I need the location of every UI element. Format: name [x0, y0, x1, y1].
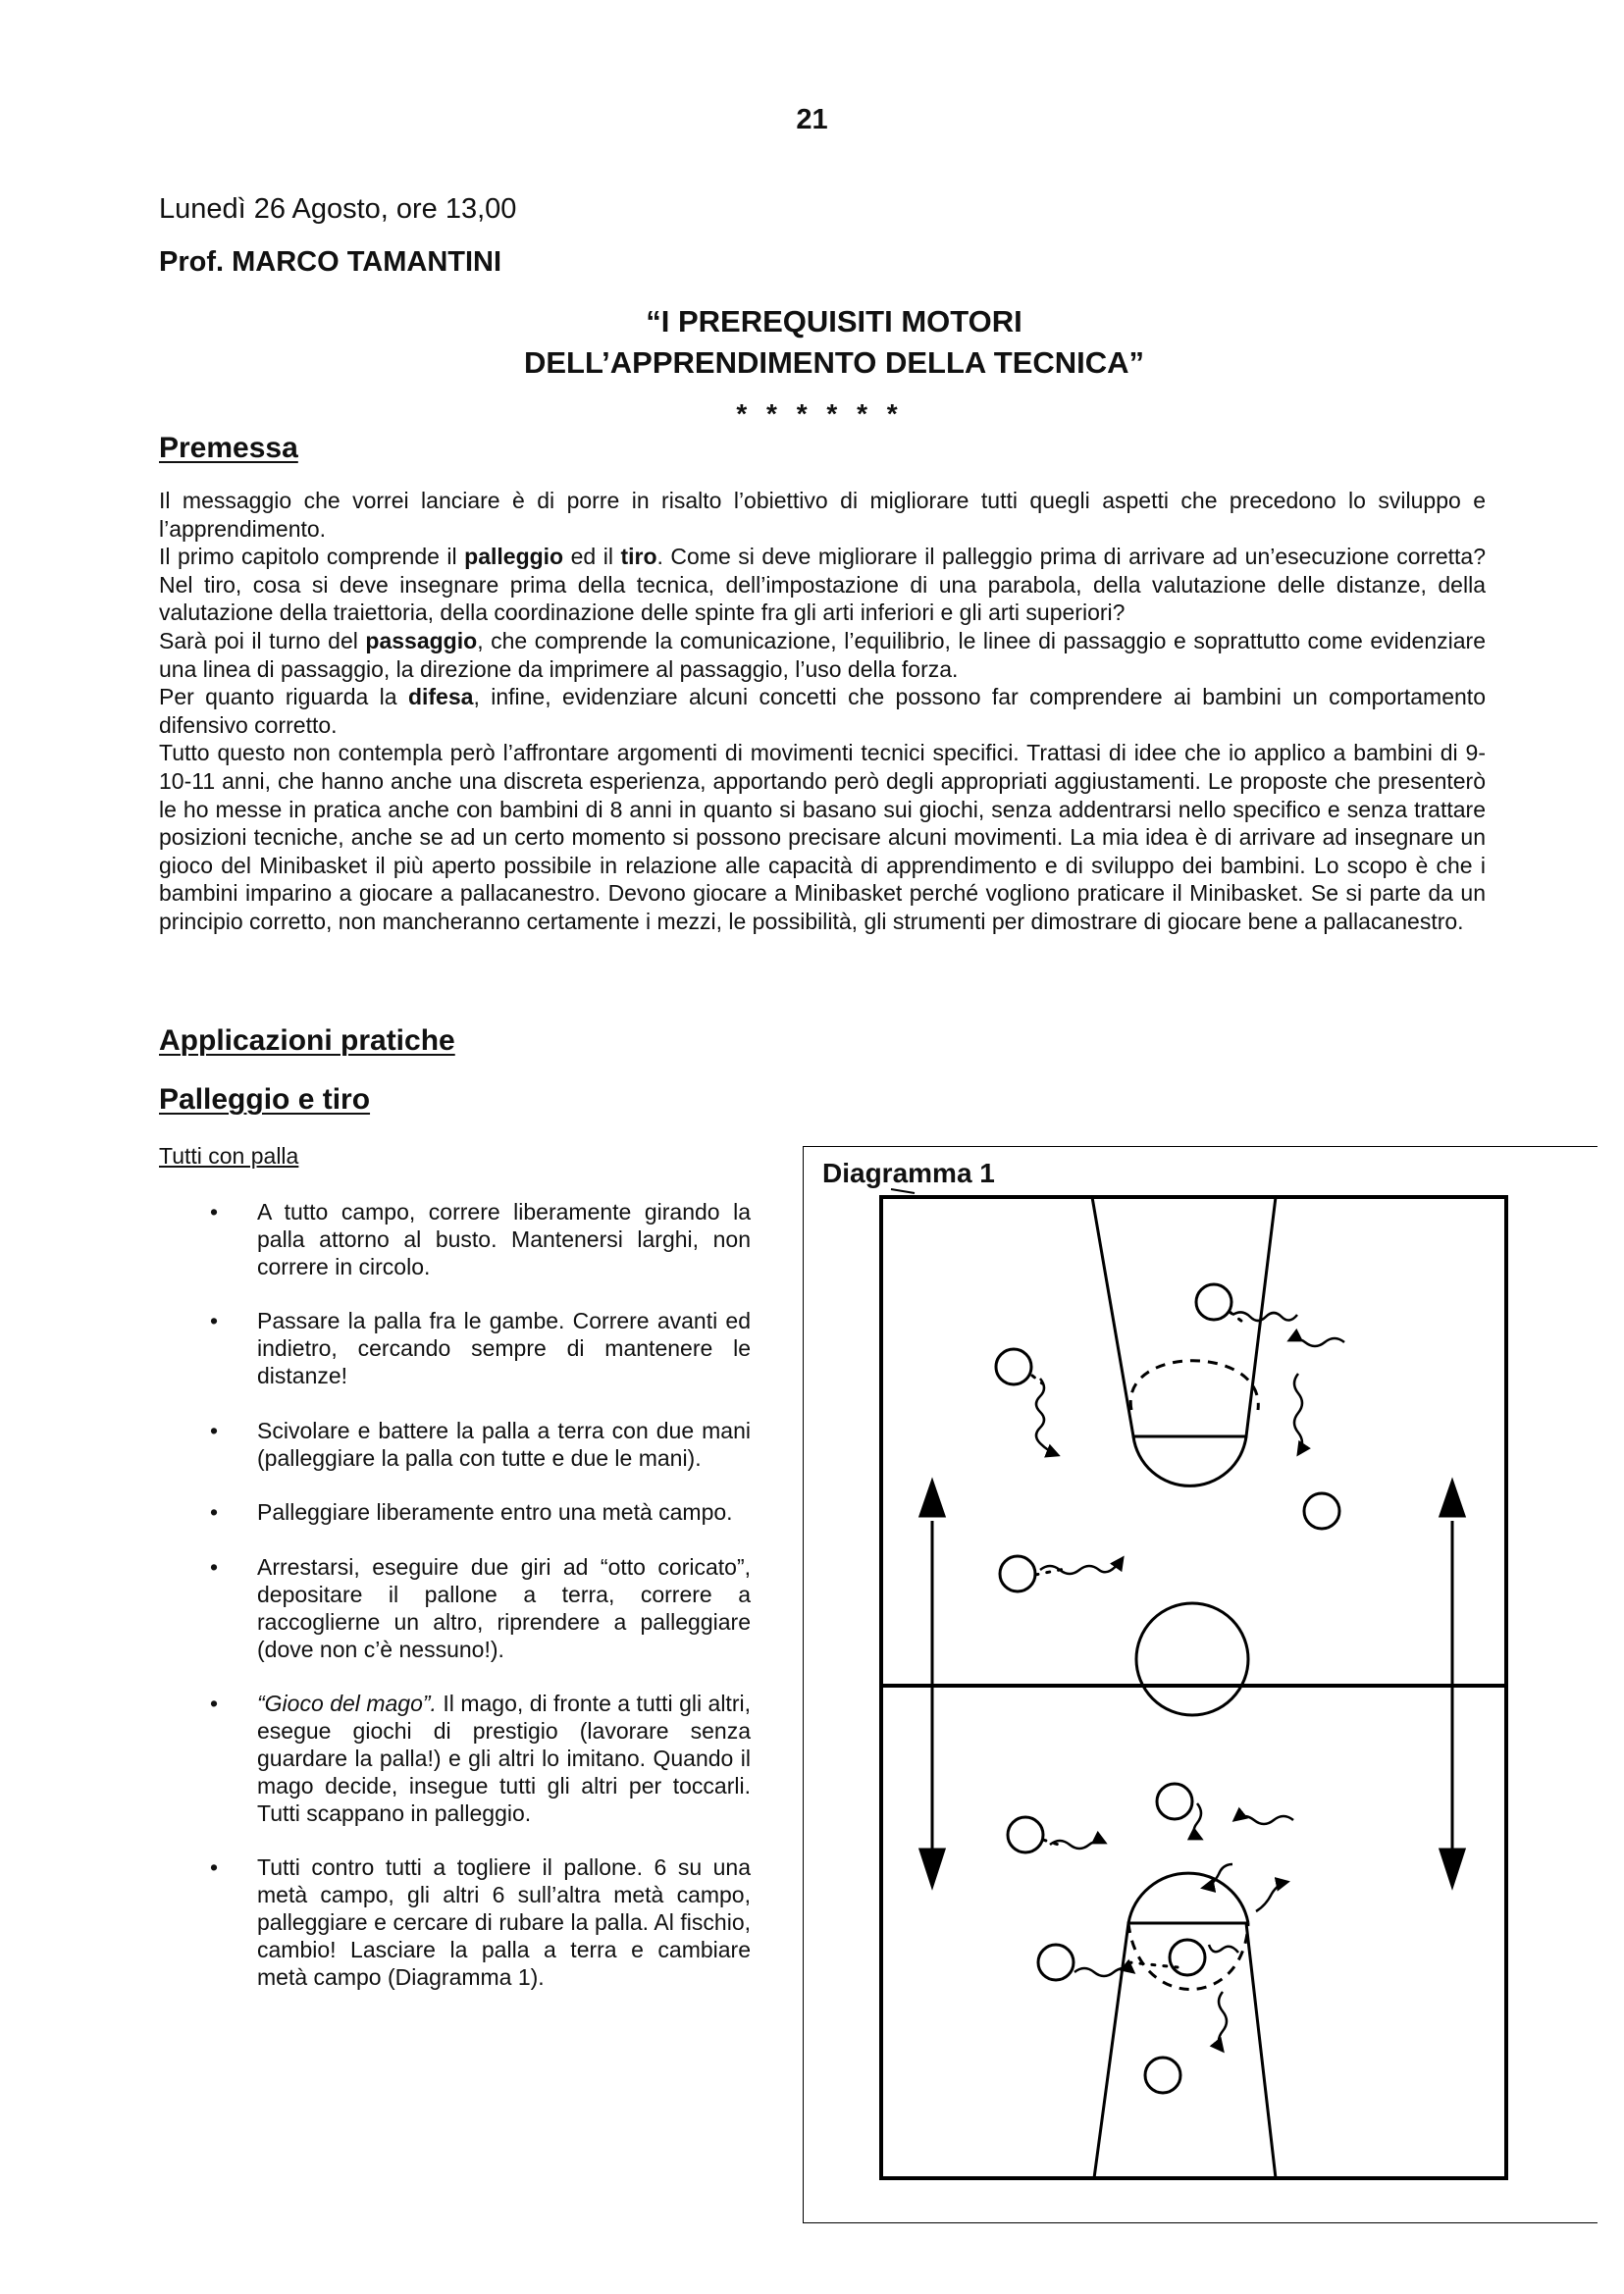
dribble-arrow — [1194, 1803, 1201, 1839]
applicazioni-heading: Applicazioni pratiche — [159, 1024, 455, 1057]
player-icon — [1000, 1556, 1035, 1591]
list-item-text: Scivolare e battere la palla a terra con due mani (palleggiare la palla con tutte e due le mani). — [257, 1417, 751, 1471]
bullet-icon: • — [210, 1554, 219, 1581]
diagram-title: Diagramma 1 — [822, 1158, 995, 1188]
paragraph-1: Il messaggio che vorrei lanciare è di porre in risalto l’obiettivo di migliorare tutti quegli aspetti che precedono lo sviluppo e l’apprendimento. — [159, 488, 1486, 542]
player-icon — [1304, 1493, 1339, 1529]
bullet-icon: • — [210, 1499, 219, 1526]
dribble-arrow — [1219, 1992, 1227, 2051]
page-number: 21 — [796, 104, 828, 135]
list-item-text: Passare la palla fra le gambe. Correre avanti ed indietro, cercando sempre di mantenere le distanze! — [257, 1308, 751, 1388]
arrowhead-icon — [1441, 1482, 1464, 1516]
bold-term-difesa: difesa — [407, 684, 474, 710]
player-icon — [1008, 1817, 1043, 1852]
paragraph-5: Tutto questo non contempla però l’affrontare argomenti di movimenti tecnici specifici. Trattasi di idee che io applico a bambini di 9-10-11 anni, che hanno anche una discreta esperienza, apportando però degli appropriati aggiustamenti. Le proposte che presenterò le ho messe in pratica anche con bambini di 8 anni in quanto si basano sui giochi, senza addentrarsi nello specifico e senza trattare posizioni tecniche, anche se ad un certo momento si possono precisare alcuni movimenti. La mia idea è di arrivare ad insegnare un gioco del Minibasket il più aperto possibile in relazione alle capacità di apprendimento e di sviluppo dei bambini. Lo scopo è che i bambini imparino a giocare a pallacanestro. Devono giocare a Minibasket perché vogliono praticare il Minibasket. Se si parte da un principio corretto, non mancheranno certamente i mezzi, le possibilità, gli strumenti per dimostrare di giocare bene a pallacanestro. — [159, 740, 1486, 934]
list-item-text: Palleggiare liberamente entro una metà campo. — [257, 1499, 733, 1526]
top-free-throw-circle — [1133, 1436, 1246, 1486]
bullet-icon: • — [210, 1199, 219, 1225]
text: . Come si deve migliorare il palleggio prima di arrivare ad un’esecuzione corretta? Nel tiro, cosa si deve insegnare prima della tecnica, dell’impostazione di una parabola, della valutazione delle distanze, della valutazione della traiettoria, della coordinazione delle spinte fra gli arti inferiori e gli arti superiori? — [159, 544, 1486, 626]
text: Il primo capitolo comprende il — [159, 544, 465, 570]
dribble-arrow — [1209, 1945, 1238, 1953]
title-line-2: DELL’APPRENDIMENTO DELLA TECNICA” — [523, 345, 1145, 380]
list-item-text: A tutto campo, correre liberamente girando la palla attorno al busto. Mantenersi larghi, non correre in circolo. — [257, 1199, 751, 1279]
dribble-arrow — [1232, 1312, 1297, 1321]
player-icon — [1170, 1940, 1205, 1975]
list-item-text: Il mago, di fronte a tutti gli altri, esegue giochi di prestigio (lavorare senza guardare la palla!) e gli altri lo imitano. Quando il mago decide, insegue tutti gli altri per toccarli. Tutti scappano in palleggio. — [257, 1691, 751, 1826]
dribble-arrow — [1040, 1558, 1123, 1574]
player-icon — [1196, 1284, 1231, 1320]
text: ed il — [563, 544, 621, 570]
bullet-icon: • — [210, 1691, 219, 1717]
tutti-con-palla-subheading: Tutti con palla — [159, 1143, 299, 1169]
dateline: Lunedì 26 Agosto, ore 13,00 — [159, 193, 517, 225]
dribble-arrow — [1036, 1379, 1058, 1455]
stars-separator: * * * * * * — [736, 398, 904, 429]
center-circle — [1136, 1603, 1248, 1715]
palleggio-heading: Palleggio e tiro — [159, 1083, 371, 1116]
player-icon — [996, 1349, 1031, 1384]
arrowhead-icon — [1441, 1850, 1464, 1886]
player-icon — [1157, 1784, 1192, 1819]
bullet-icon: • — [210, 1417, 219, 1443]
player-icon — [1145, 2058, 1180, 2093]
top-key-lane — [1092, 1197, 1276, 1436]
list-item-text: Arrestarsi, eseguire due giri ad “otto coricato”, depositare il pallone a terra, correre a raccoglierne un altro, riprendere a palleggiare (dove non c’è nessuno!). — [257, 1554, 751, 1662]
bold-term-palleggio: palleggio — [464, 544, 564, 570]
arrowhead-icon — [920, 1482, 944, 1516]
arrowhead-icon — [920, 1850, 944, 1886]
bold-term-tiro: tiro — [620, 544, 657, 570]
bottom-free-throw-circle — [1128, 1873, 1248, 1923]
bullet-icon: • — [210, 1854, 219, 1881]
player-icon — [1038, 1945, 1074, 1980]
dribble-arrow — [1074, 1968, 1133, 1976]
list-item-text: Tutti contro tutti a togliere il pallone. 6 su una metà campo, gli altri 6 sull’altra metà campo, palleggiare e cercare di rubare la palla. Al fischio, cambio! Lasciare la palla a terra e cambiare metà campo (Diagramma 1). — [257, 1854, 751, 1990]
top-three-point-arc — [1130, 1361, 1258, 1410]
text: , che comprende la comunicazione, l’equilibrio, le linee di passaggio e soprattutto come evidenziare una linea di passaggio, la direzione da imprimere al passaggio, l’uso della forza. — [159, 627, 1486, 682]
text: Sarà poi il turno del — [159, 627, 366, 653]
bold-term-passaggio: passaggio — [365, 627, 478, 653]
list-item-italic: “Gioco del mago”. — [257, 1691, 437, 1717]
dribble-arrow — [1289, 1338, 1344, 1346]
bottom-three-point-arc — [1128, 1923, 1248, 1990]
bullet-icon: • — [210, 1308, 219, 1334]
dribble-arrow — [1256, 1882, 1287, 1911]
author: Prof. MARCO TAMANTINI — [159, 246, 502, 278]
bottom-key-lane — [1094, 1923, 1276, 2178]
title-line-1: “I PREREQUISITI MOTORI — [646, 304, 1022, 339]
premessa-heading: Premessa — [159, 432, 298, 464]
text: , infine, evidenziare alcuni concetti che possono far comprendere ai bambini un comportamento difensivo corretto. — [159, 684, 1486, 738]
dribble-arrow — [1234, 1816, 1293, 1824]
dribble-arrow — [1294, 1374, 1302, 1454]
corner-tick — [891, 1189, 915, 1193]
text: Per quanto riguarda la — [159, 684, 408, 710]
